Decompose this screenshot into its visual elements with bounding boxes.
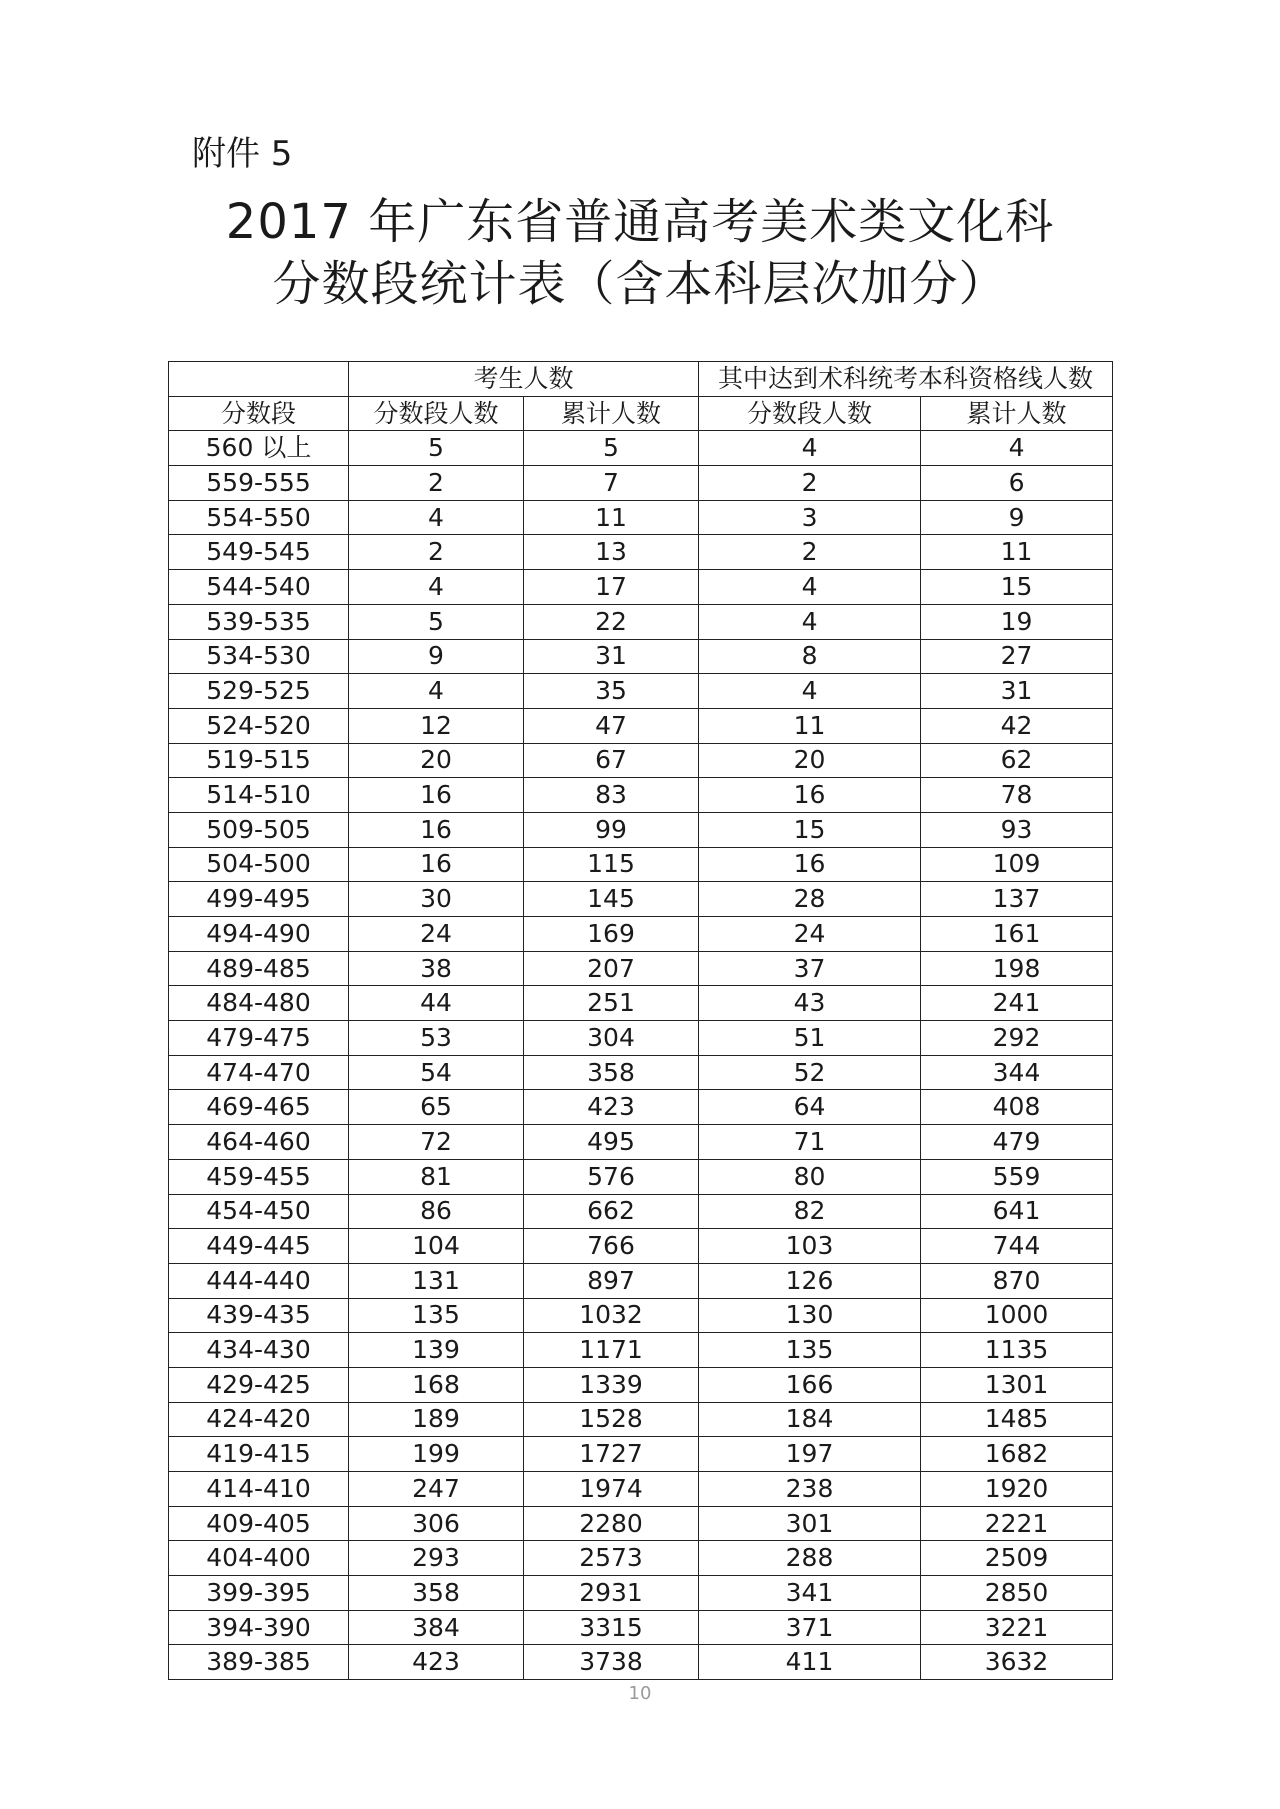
- table-row: [169, 639, 1113, 674]
- segment-count-cell: 4: [349, 570, 524, 605]
- qualified-cumulative-cell: 1920: [921, 1472, 1113, 1507]
- cumulative-cell: 115: [524, 847, 699, 882]
- table-row: [169, 1298, 1113, 1333]
- qualified-cumulative-cell: 2850: [921, 1576, 1113, 1611]
- table-row: [169, 431, 1113, 466]
- qualified-segment-cell: 238: [699, 1472, 921, 1507]
- qualified-segment-cell: 371: [699, 1610, 921, 1645]
- qualified-cumulative-cell: 9: [921, 500, 1113, 535]
- table-row: [169, 743, 1113, 778]
- qualified-segment-cell: 130: [699, 1298, 921, 1333]
- segment-count-cell: 131: [349, 1263, 524, 1298]
- qualified-segment-cell: 184: [699, 1402, 921, 1437]
- table-row: [169, 535, 1113, 570]
- score-range-cell: 499-495: [169, 882, 349, 917]
- segment-count-cell: 65: [349, 1090, 524, 1125]
- qualified-cumulative-cell: 19: [921, 604, 1113, 639]
- score-range-cell: 560 以上: [169, 431, 349, 466]
- cumulative-cell: 67: [524, 743, 699, 778]
- qualified-segment-cell: 16: [699, 778, 921, 813]
- score-range-cell: 389-385: [169, 1645, 349, 1680]
- qualified-cumulative-cell: 241: [921, 986, 1113, 1021]
- cumulative-cell: 1974: [524, 1472, 699, 1507]
- score-range-cell: 399-395: [169, 1576, 349, 1611]
- table-row: [169, 778, 1113, 813]
- table-row: [169, 1125, 1113, 1160]
- table-row: [169, 1263, 1113, 1298]
- score-range-cell: 454-450: [169, 1194, 349, 1229]
- cumulative-cell: 3738: [524, 1645, 699, 1680]
- segment-count-cell: 53: [349, 1021, 524, 1056]
- cumulative-cell: 358: [524, 1055, 699, 1090]
- qualified-segment-cell: 37: [699, 951, 921, 986]
- segment-count-cell: 30: [349, 882, 524, 917]
- qualified-cumulative-cell: 344: [921, 1055, 1113, 1090]
- table-body: [169, 431, 1113, 1680]
- score-range-cell: 439-435: [169, 1298, 349, 1333]
- document-title-line-1: 2017 年广东省普通高考美术类文化科: [225, 194, 1055, 250]
- qualified-segment-cell: 301: [699, 1506, 921, 1541]
- qualified-cumulative-cell: 198: [921, 951, 1113, 986]
- cumulative-cell: 11: [524, 500, 699, 535]
- cumulative-cell: 2573: [524, 1541, 699, 1576]
- segment-count-cell: 384: [349, 1610, 524, 1645]
- score-range-cell: 474-470: [169, 1055, 349, 1090]
- segment-count-cell: 4: [349, 674, 524, 709]
- column-header-cumulative: 累计人数: [524, 396, 699, 431]
- cumulative-cell: 1727: [524, 1437, 699, 1472]
- qualified-cumulative-cell: 1301: [921, 1367, 1113, 1402]
- score-range-cell: 424-420: [169, 1402, 349, 1437]
- qualified-segment-cell: 166: [699, 1367, 921, 1402]
- qualified-segment-cell: 64: [699, 1090, 921, 1125]
- score-range-cell: 404-400: [169, 1541, 349, 1576]
- score-range-cell: 414-410: [169, 1472, 349, 1507]
- table-row: [169, 500, 1113, 535]
- qualified-cumulative-cell: 2509: [921, 1541, 1113, 1576]
- table-row: [169, 1541, 1113, 1576]
- qualified-segment-cell: 20: [699, 743, 921, 778]
- table-row: [169, 1090, 1113, 1125]
- qualified-segment-cell: 135: [699, 1333, 921, 1368]
- segment-count-cell: 247: [349, 1472, 524, 1507]
- qualified-cumulative-cell: 137: [921, 882, 1113, 917]
- qualified-segment-cell: 15: [699, 812, 921, 847]
- cumulative-cell: 1032: [524, 1298, 699, 1333]
- qualified-cumulative-cell: 3221: [921, 1610, 1113, 1645]
- segment-count-cell: 12: [349, 708, 524, 743]
- table-row: [169, 812, 1113, 847]
- table-row: [169, 1645, 1113, 1680]
- qualified-segment-cell: 28: [699, 882, 921, 917]
- qualified-cumulative-cell: 93: [921, 812, 1113, 847]
- cumulative-cell: 22: [524, 604, 699, 639]
- score-range-cell: 479-475: [169, 1021, 349, 1056]
- qualified-cumulative-cell: 1682: [921, 1437, 1113, 1472]
- cumulative-cell: 99: [524, 812, 699, 847]
- cumulative-cell: 423: [524, 1090, 699, 1125]
- qualified-segment-cell: 80: [699, 1159, 921, 1194]
- segment-count-cell: 139: [349, 1333, 524, 1368]
- qualified-cumulative-cell: 1000: [921, 1298, 1113, 1333]
- score-range-cell: 434-430: [169, 1333, 349, 1368]
- segment-count-cell: 306: [349, 1506, 524, 1541]
- qualified-segment-cell: 71: [699, 1125, 921, 1160]
- qualified-cumulative-cell: 2221: [921, 1506, 1113, 1541]
- qualified-segment-cell: 288: [699, 1541, 921, 1576]
- table-row: [169, 1055, 1113, 1090]
- qualified-cumulative-cell: 42: [921, 708, 1113, 743]
- qualified-cumulative-cell: 78: [921, 778, 1113, 813]
- qualified-cumulative-cell: 6: [921, 466, 1113, 501]
- qualified-segment-cell: 82: [699, 1194, 921, 1229]
- qualified-cumulative-cell: 479: [921, 1125, 1113, 1160]
- segment-count-cell: 5: [349, 431, 524, 466]
- cumulative-cell: 7: [524, 466, 699, 501]
- segment-count-cell: 16: [349, 778, 524, 813]
- score-range-cell: 534-530: [169, 639, 349, 674]
- cumulative-cell: 145: [524, 882, 699, 917]
- score-range-cell: 444-440: [169, 1263, 349, 1298]
- qualified-cumulative-cell: 292: [921, 1021, 1113, 1056]
- segment-count-cell: 2: [349, 535, 524, 570]
- qualified-cumulative-cell: 109: [921, 847, 1113, 882]
- segment-count-cell: 4: [349, 500, 524, 535]
- qualified-cumulative-cell: 559: [921, 1159, 1113, 1194]
- table-row: [169, 1472, 1113, 1507]
- segment-count-cell: 104: [349, 1229, 524, 1264]
- qualified-cumulative-cell: 408: [921, 1090, 1113, 1125]
- qualified-segment-cell: 51: [699, 1021, 921, 1056]
- score-distribution-table: [168, 361, 1113, 1680]
- score-range-cell: 489-485: [169, 951, 349, 986]
- qualified-segment-cell: 3: [699, 500, 921, 535]
- cumulative-cell: 169: [524, 917, 699, 952]
- score-range-cell: 449-445: [169, 1229, 349, 1264]
- cumulative-cell: 304: [524, 1021, 699, 1056]
- table-row: [169, 604, 1113, 639]
- qualified-cumulative-cell: 62: [921, 743, 1113, 778]
- qualified-cumulative-cell: 3632: [921, 1645, 1113, 1680]
- segment-count-cell: 24: [349, 917, 524, 952]
- table-row: [169, 1159, 1113, 1194]
- score-range-cell: 419-415: [169, 1437, 349, 1472]
- segment-count-cell: 44: [349, 986, 524, 1021]
- segment-count-cell: 199: [349, 1437, 524, 1472]
- score-range-cell: 549-545: [169, 535, 349, 570]
- cumulative-cell: 2280: [524, 1506, 699, 1541]
- score-range-cell: 484-480: [169, 986, 349, 1021]
- score-range-cell: 409-405: [169, 1506, 349, 1541]
- qualified-cumulative-cell: 1485: [921, 1402, 1113, 1437]
- segment-count-cell: 293: [349, 1541, 524, 1576]
- cumulative-cell: 13: [524, 535, 699, 570]
- cumulative-cell: 1339: [524, 1367, 699, 1402]
- table-row: [169, 951, 1113, 986]
- qualified-cumulative-cell: 161: [921, 917, 1113, 952]
- segment-count-cell: 38: [349, 951, 524, 986]
- qualified-cumulative-cell: 4: [921, 431, 1113, 466]
- table-row: [169, 466, 1113, 501]
- qualified-segment-cell: 411: [699, 1645, 921, 1680]
- cumulative-cell: 31: [524, 639, 699, 674]
- table-row: [169, 1194, 1113, 1229]
- score-range-cell: 504-500: [169, 847, 349, 882]
- table-row: [169, 986, 1113, 1021]
- segment-count-cell: 135: [349, 1298, 524, 1333]
- cumulative-cell: 251: [524, 986, 699, 1021]
- cumulative-cell: 35: [524, 674, 699, 709]
- table-row: [169, 1610, 1113, 1645]
- column-header-score-range: 分数段: [169, 396, 349, 431]
- score-range-cell: 514-510: [169, 778, 349, 813]
- qualified-segment-cell: 197: [699, 1437, 921, 1472]
- qualified-cumulative-cell: 31: [921, 674, 1113, 709]
- table-row: [169, 847, 1113, 882]
- table-row: [169, 1402, 1113, 1437]
- cumulative-cell: 5: [524, 431, 699, 466]
- score-range-cell: 459-455: [169, 1159, 349, 1194]
- qualified-segment-cell: 4: [699, 431, 921, 466]
- score-range-cell: 529-525: [169, 674, 349, 709]
- table-row: [169, 1576, 1113, 1611]
- qualified-cumulative-cell: 27: [921, 639, 1113, 674]
- column-header-qualified-cumulative: 累计人数: [921, 396, 1113, 431]
- qualified-segment-cell: 2: [699, 535, 921, 570]
- qualified-cumulative-cell: 1135: [921, 1333, 1113, 1368]
- score-range-cell: 494-490: [169, 917, 349, 952]
- qualified-segment-cell: 4: [699, 604, 921, 639]
- qualified-cumulative-cell: 641: [921, 1194, 1113, 1229]
- column-header-segment-count: 分数段人数: [349, 396, 524, 431]
- qualified-cumulative-cell: 870: [921, 1263, 1113, 1298]
- qualified-segment-cell: 4: [699, 674, 921, 709]
- attachment-label: 附件 5: [192, 134, 293, 174]
- cumulative-cell: 1171: [524, 1333, 699, 1368]
- segment-count-cell: 189: [349, 1402, 524, 1437]
- cumulative-cell: 576: [524, 1159, 699, 1194]
- segment-count-cell: 423: [349, 1645, 524, 1680]
- segment-count-cell: 20: [349, 743, 524, 778]
- cumulative-cell: 83: [524, 778, 699, 813]
- qualified-segment-cell: 16: [699, 847, 921, 882]
- segment-count-cell: 358: [349, 1576, 524, 1611]
- segment-count-cell: 16: [349, 847, 524, 882]
- table-row: [169, 1021, 1113, 1056]
- group-header-candidates: 考生人数: [349, 362, 699, 397]
- qualified-segment-cell: 43: [699, 986, 921, 1021]
- cumulative-cell: 47: [524, 708, 699, 743]
- qualified-segment-cell: 103: [699, 1229, 921, 1264]
- score-range-cell: 429-425: [169, 1367, 349, 1402]
- page-number: 10: [628, 1683, 652, 1704]
- qualified-cumulative-cell: 15: [921, 570, 1113, 605]
- cumulative-cell: 662: [524, 1194, 699, 1229]
- qualified-segment-cell: 11: [699, 708, 921, 743]
- score-range-cell: 519-515: [169, 743, 349, 778]
- segment-count-cell: 168: [349, 1367, 524, 1402]
- score-range-cell: 539-535: [169, 604, 349, 639]
- table-row: [169, 708, 1113, 743]
- table-row: [169, 917, 1113, 952]
- table-row: [169, 1367, 1113, 1402]
- segment-count-cell: 81: [349, 1159, 524, 1194]
- cumulative-cell: 1528: [524, 1402, 699, 1437]
- score-range-cell: 469-465: [169, 1090, 349, 1125]
- qualified-segment-cell: 126: [699, 1263, 921, 1298]
- table-column-header-row: [169, 396, 1113, 431]
- table-row: [169, 570, 1113, 605]
- segment-count-cell: 86: [349, 1194, 524, 1229]
- table-corner-cell: [169, 362, 349, 397]
- table-group-header-row: [169, 362, 1113, 397]
- qualified-segment-cell: 4: [699, 570, 921, 605]
- score-range-cell: 509-505: [169, 812, 349, 847]
- table-row: [169, 1333, 1113, 1368]
- score-range-cell: 554-550: [169, 500, 349, 535]
- segment-count-cell: 9: [349, 639, 524, 674]
- cumulative-cell: 2931: [524, 1576, 699, 1611]
- cumulative-cell: 207: [524, 951, 699, 986]
- qualified-segment-cell: 341: [699, 1576, 921, 1611]
- segment-count-cell: 2: [349, 466, 524, 501]
- column-header-qualified-segment: 分数段人数: [699, 396, 921, 431]
- group-header-qualified: 其中达到术科统考本科资格线人数: [699, 362, 1113, 397]
- score-range-cell: 544-540: [169, 570, 349, 605]
- segment-count-cell: 54: [349, 1055, 524, 1090]
- score-range-cell: 524-520: [169, 708, 349, 743]
- score-range-cell: 559-555: [169, 466, 349, 501]
- table-row: [169, 1437, 1113, 1472]
- qualified-segment-cell: 8: [699, 639, 921, 674]
- table-row: [169, 674, 1113, 709]
- cumulative-cell: 495: [524, 1125, 699, 1160]
- qualified-segment-cell: 24: [699, 917, 921, 952]
- cumulative-cell: 766: [524, 1229, 699, 1264]
- score-range-cell: 394-390: [169, 1610, 349, 1645]
- table-row: [169, 1506, 1113, 1541]
- table-row: [169, 1229, 1113, 1264]
- qualified-cumulative-cell: 11: [921, 535, 1113, 570]
- cumulative-cell: 897: [524, 1263, 699, 1298]
- segment-count-cell: 72: [349, 1125, 524, 1160]
- table-row: [169, 882, 1113, 917]
- qualified-segment-cell: 2: [699, 466, 921, 501]
- cumulative-cell: 17: [524, 570, 699, 605]
- document-title-line-2: 分数段统计表（含本科层次加分）: [272, 256, 1008, 312]
- cumulative-cell: 3315: [524, 1610, 699, 1645]
- score-range-cell: 464-460: [169, 1125, 349, 1160]
- qualified-cumulative-cell: 744: [921, 1229, 1113, 1264]
- segment-count-cell: 16: [349, 812, 524, 847]
- segment-count-cell: 5: [349, 604, 524, 639]
- qualified-segment-cell: 52: [699, 1055, 921, 1090]
